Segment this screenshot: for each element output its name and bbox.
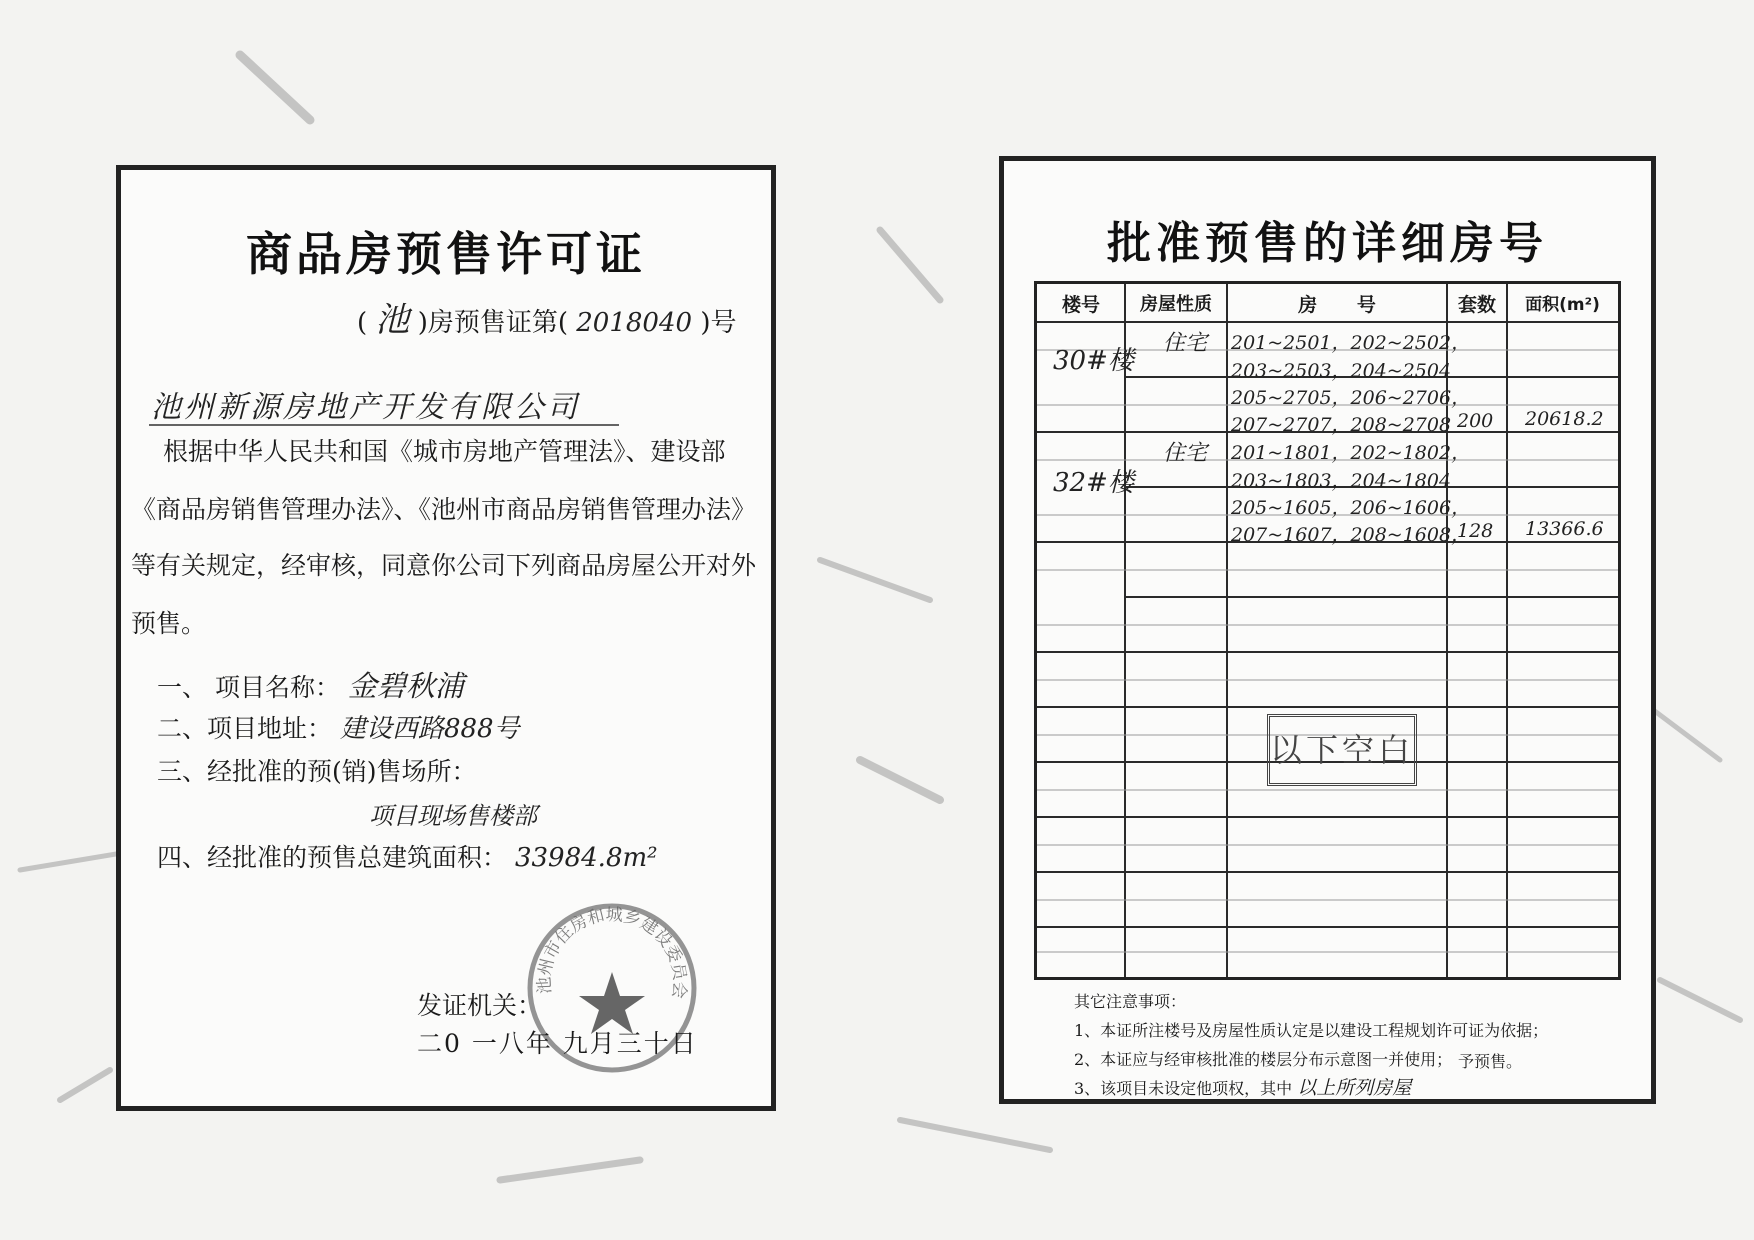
issue-date: 二0 一八年 九月三十日 — [417, 1029, 698, 1058]
rooms-32-4: 207~1607，208~1608， — [1231, 524, 1471, 546]
building-30: 30#楼 — [1053, 346, 1134, 376]
company-name: 池州新源房地产开发有限公司 — [151, 390, 580, 425]
rooms-32-1: 201~1801，202~1802， — [1231, 442, 1471, 464]
building-32: 32#楼 — [1053, 468, 1134, 498]
body-line-1: 根据中华人民共和国《城市房地产管理法》、建设部 — [163, 437, 726, 466]
cert-city: 池 — [375, 300, 410, 340]
header-room: 房 号 — [1298, 294, 1376, 316]
note-3-suffix: 予预售。 — [1458, 1052, 1523, 1071]
rooms-30-4: 207~2707，208~2708 — [1231, 414, 1452, 436]
type-30: 住宅 — [1163, 331, 1208, 356]
issuer-label: 发证机关： — [417, 991, 543, 1020]
header-units: 套数 — [1457, 294, 1496, 316]
cert-number: 2018040 — [576, 308, 693, 338]
permit-title: 商品房预售许可证 — [246, 227, 646, 281]
units-table — [1034, 281, 1621, 980]
company-underline — [149, 422, 619, 428]
rooms-32-3: 205~1605，206~1606， — [1231, 497, 1471, 519]
header-area: 面积(m²) — [1525, 295, 1600, 315]
presale-permit-panel — [116, 165, 776, 1111]
note-2: 2、本证应与经审核批准的楼层分布示意图一并使用； — [1074, 1050, 1453, 1069]
header-type: 房屋性质 — [1140, 294, 1212, 315]
rooms-30-2: 203~2503，204~2504 — [1231, 360, 1452, 382]
area-30: 20618.2 — [1525, 408, 1604, 430]
note-3: 3、该项目未设定他项权，其中 以上所列房屋 — [1074, 1077, 1412, 1099]
units-30: 200 — [1457, 410, 1494, 432]
area-32: 13366.6 — [1525, 518, 1604, 540]
body-line-3: 等有关规定，经审核，同意你公司下列商品房屋公开对外 — [131, 551, 757, 580]
item-project-name: 一、 项目名称： 金碧秋浦 — [157, 669, 464, 703]
body-line-2: 《商品房销售管理办法》、《池州市商品房销售管理办法》 — [131, 495, 757, 524]
note-1: 1、本证所注楼号及房屋性质认定是以建设工程规划许可证为依据； — [1074, 1021, 1549, 1040]
approved-units-panel — [999, 156, 1656, 1104]
item-sales-location: 三、经批准的预(销)售场所： — [157, 757, 477, 786]
item-sales-location-value: 项目现场售楼部 — [369, 802, 537, 830]
certificate-number-line: ( 池 )房预售证第( 2018040 )号 — [357, 300, 737, 340]
rooms-32-2: 203~1803，204~1804 — [1231, 470, 1452, 492]
type-32: 住宅 — [1163, 441, 1208, 466]
notes-heading: 其它注意事项： — [1074, 992, 1187, 1011]
rooms-30-3: 205~2705，206~2706， — [1231, 387, 1471, 409]
body-line-4: 预售。 — [131, 609, 207, 638]
item-total-area: 四、经批准的预售总建筑面积： 33984.8m² — [157, 843, 658, 873]
header-building: 楼号 — [1061, 294, 1100, 316]
blank-below-stamp: 以下空白 — [1267, 714, 1417, 786]
item-project-address: 二、项目地址： 建设西路888号 — [157, 714, 520, 744]
rooms-30-1: 201~2501，202~2502， — [1231, 332, 1471, 354]
notes-block — [1074, 987, 1548, 1103]
seal-text: 池州市住房和城乡建设委员会 — [534, 905, 690, 1000]
units-title: 批准预售的详细房号 — [1107, 218, 1548, 269]
units-32: 128 — [1457, 520, 1494, 542]
